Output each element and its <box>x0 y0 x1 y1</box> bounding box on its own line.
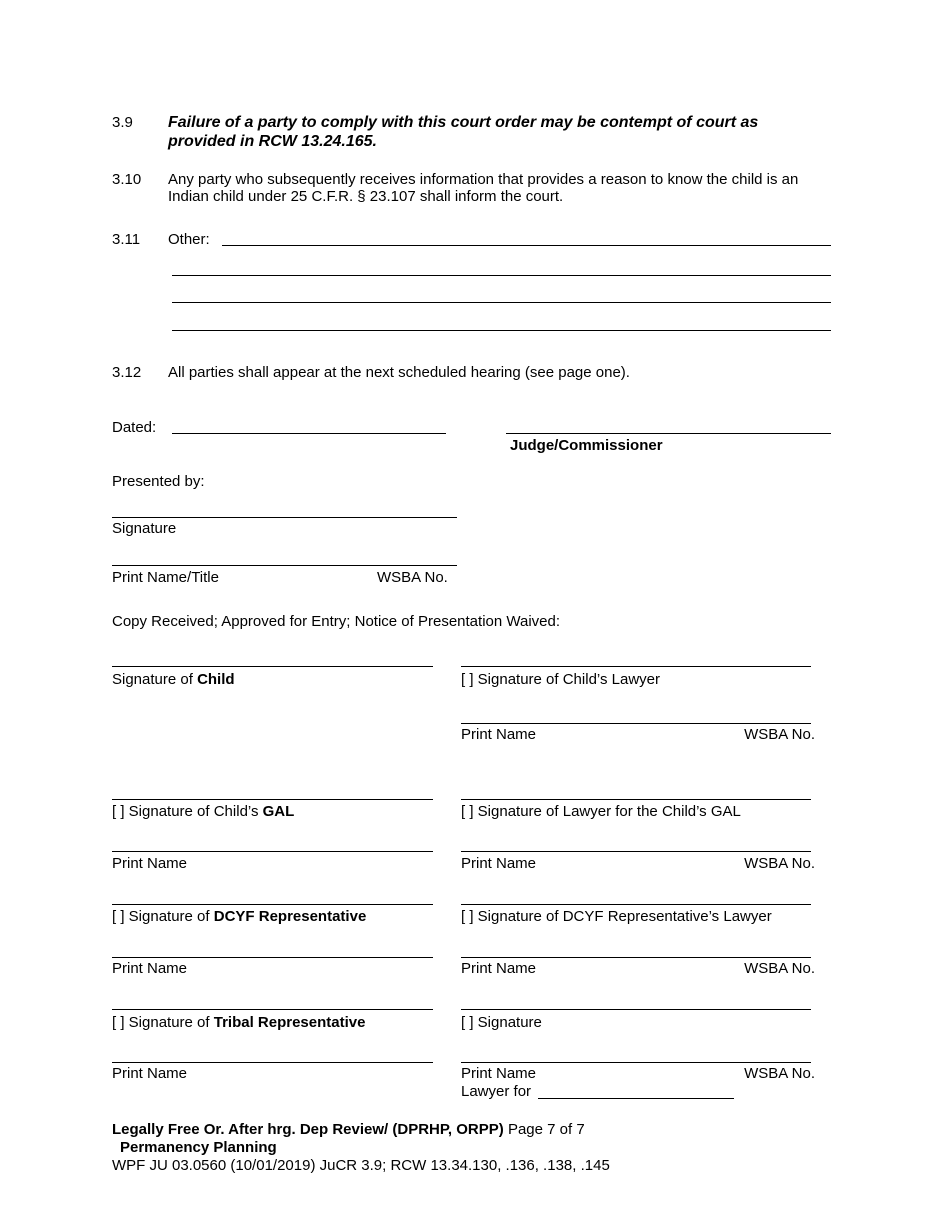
section-number: 3.10 <box>112 171 142 188</box>
print-name-label: Print Name <box>112 960 188 977</box>
dcyf-lawyer-signature-line[interactable] <box>461 904 811 905</box>
judge-signature-line[interactable] <box>506 433 831 434</box>
footer-form-code: WPF JU 03.0560 (10/01/2019) JuCR 3.9; RCW 13.34.130, .136, .138, .145 <box>112 1157 610 1174</box>
other-fill-line[interactable] <box>222 245 831 246</box>
gal-lawyer-signature-label: [ ] Signature of Lawyer for the Child’s GAL <box>461 803 741 820</box>
print-name-label: Print Name <box>112 1065 188 1082</box>
other-fill-line[interactable] <box>172 330 831 331</box>
print-name-title-label: Print Name/Title <box>112 569 219 586</box>
hearing-notice: All parties shall appear at the next scheduled hearing (see page one). <box>168 364 630 381</box>
tribal-signature-label: [ ] Signature of Tribal Representative <box>112 1014 366 1031</box>
gal-signature-label: [ ] Signature of Child’s GAL <box>112 803 295 820</box>
dcyf-lawyer-print-name-line[interactable] <box>461 957 811 958</box>
print-name-label: Print Name <box>461 1065 537 1082</box>
presenter-name-line[interactable] <box>112 565 457 566</box>
indian-child-notice-line2: Indian child under 25 C.F.R. § 23.107 shall inform the court. <box>168 188 564 205</box>
wsba-no-label: WSBA No. <box>377 569 448 586</box>
gal-print-name-line[interactable] <box>112 851 433 852</box>
child-lawyer-signature-label: [ ] Signature of Child’s Lawyer <box>461 671 660 688</box>
dated-label: Dated: <box>112 419 157 436</box>
lawyer-for-label: Lawyer for <box>461 1083 532 1100</box>
footer-subtitle: Permanency Planning <box>120 1139 277 1156</box>
contempt-warning-line1: Failure of a party to comply with this court order may be contempt of court as <box>168 114 759 131</box>
dcyf-print-name-line[interactable] <box>112 957 433 958</box>
wsba-no-label: WSBA No. <box>744 726 815 743</box>
other-signature-label: [ ] Signature <box>461 1014 542 1031</box>
child-signature-label: Signature of Child <box>112 671 235 688</box>
tribal-print-name-line[interactable] <box>112 1062 433 1063</box>
wsba-no-label: WSBA No. <box>744 960 815 977</box>
other-fill-line[interactable] <box>172 302 831 303</box>
child-lawyer-signature-line[interactable] <box>461 666 811 667</box>
print-name-label: Print Name <box>112 855 188 872</box>
other-signature-line[interactable] <box>461 1009 811 1010</box>
child-signature-line[interactable] <box>112 666 433 667</box>
date-fill-line[interactable] <box>172 433 446 434</box>
other-label: Other: <box>168 231 210 248</box>
section-number: 3.11 <box>112 231 141 248</box>
indian-child-notice-line1: Any party who subsequently receives information that provides a reason to know the child is an <box>168 171 799 188</box>
print-name-label: Print Name <box>461 855 537 872</box>
wsba-no-label: WSBA No. <box>744 855 815 872</box>
section-number: 3.9 <box>112 114 133 131</box>
wsba-no-label: WSBA No. <box>744 1065 815 1082</box>
signature-label: Signature <box>112 520 177 537</box>
tribal-signature-line[interactable] <box>112 1009 433 1010</box>
gal-signature-line[interactable] <box>112 799 433 800</box>
judge-commissioner-label: Judge/Commissioner <box>510 437 663 454</box>
dcyf-lawyer-signature-label: [ ] Signature of DCYF Representative’s Lawyer <box>461 908 772 925</box>
presented-by-label: Presented by: <box>112 473 205 490</box>
gal-lawyer-signature-line[interactable] <box>461 799 811 800</box>
contempt-warning-line2: provided in RCW 13.24.165. <box>168 133 377 150</box>
copy-received-label: Copy Received; Approved for Entry; Notice of Presentation Waived: <box>112 613 561 630</box>
other-print-name-line[interactable] <box>461 1062 811 1063</box>
gal-lawyer-print-name-line[interactable] <box>461 851 811 852</box>
other-fill-line[interactable] <box>172 275 831 276</box>
print-name-label: Print Name <box>461 726 537 743</box>
section-number: 3.12 <box>112 364 142 381</box>
presenter-signature-line[interactable] <box>112 517 457 518</box>
dcyf-signature-line[interactable] <box>112 904 433 905</box>
child-lawyer-print-name-line[interactable] <box>461 723 811 724</box>
footer-title: Legally Free Or. After hrg. Dep Review/ (DPRHP, ORPP) Page 7 of 7 <box>112 1121 585 1138</box>
print-name-label: Print Name <box>461 960 537 977</box>
dcyf-signature-label: [ ] Signature of DCYF Representative <box>112 908 367 925</box>
lawyer-for-fill-line[interactable] <box>538 1098 734 1099</box>
